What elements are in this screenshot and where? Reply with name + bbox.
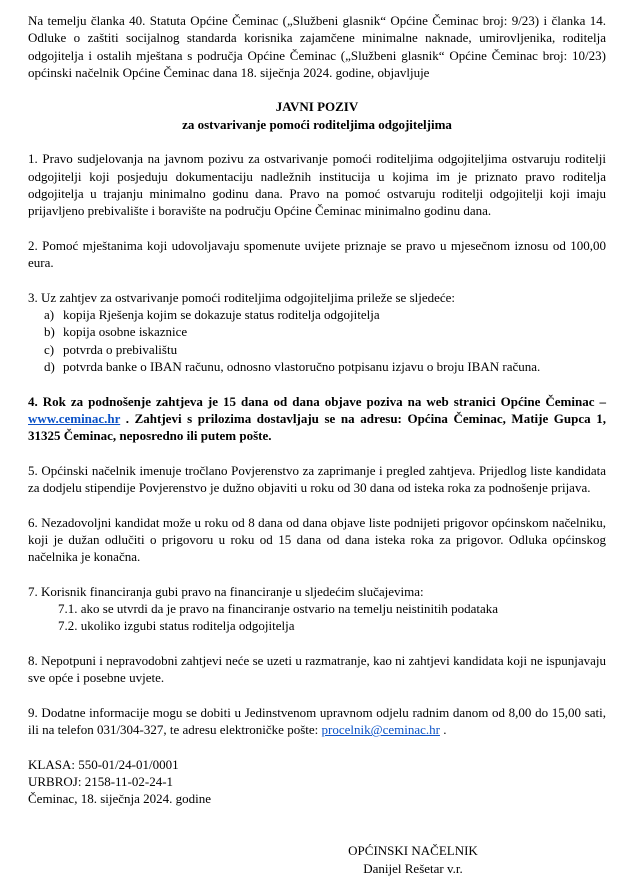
document-title: JAVNI POZIV — [275, 99, 359, 115]
list-item-text: kopija osobne iskaznice — [63, 324, 188, 340]
list-item — [44, 323, 606, 340]
list-item-text: kopija Rješenja kojim se dokazuje status roditelja odgojitelja — [63, 307, 380, 323]
title-block — [28, 98, 606, 133]
paragraph-9-text-before: 9. Dodatne informacije mogu se dobiti u Jedinstvenom upravnom odjelu radnim danom od 8,00 do 15,00 sati, ili na telefon 031/304-327, te adresu elektroničke pošte: — [28, 704, 606, 738]
list-item-marker: b) — [44, 324, 55, 340]
paragraph-5: 5. Općinski načelnik imenuje tročlano Povjerenstvo za zaprimanje i pregled zahtjeva. Prijedlog liste kandidata za dodjelu stipendije Povjerenstvo je dužno objaviti u roku od 30 dana od isteka roka za podnošenje prijava. — [28, 462, 606, 496]
paragraph-7-item-1: 7.1. ako se utvrdi da je pravo na financiranje ostvario na temelju neistinitih podataka — [58, 601, 499, 617]
signature-block — [213, 842, 613, 877]
paragraph-7 — [28, 583, 606, 635]
list-item — [44, 358, 606, 375]
paragraph-7-intro: 7. Korisnik financiranja gubi pravo na financiranje u sljedećim slučajevima: — [28, 583, 424, 599]
document-meta — [28, 756, 606, 808]
urbroj-line: URBROJ: 2158-11-02-24-1 — [28, 774, 174, 790]
list-item-marker: d) — [44, 358, 55, 374]
signature-name: Danijel Rešetar v.r. — [363, 860, 463, 876]
paragraph-9-text-after: . — [439, 722, 447, 738]
paragraph-4 — [28, 393, 606, 445]
paragraph-7-item-2: 7.2. ukoliko izgubi status roditelja odgojitelja — [58, 618, 295, 634]
list-item-text: potvrda o prebivalištu — [63, 341, 178, 357]
email-link[interactable]: procelnik@ceminac.hr — [321, 722, 440, 738]
paragraph-9 — [28, 704, 606, 739]
paragraph-8: 8. Nepotpuni i nepravodobni zahtjevi neće se uzeti u razmatranje, kao ni zahtjevi kandidata koji ne ispunjavaju sve opće i posebne uvjete. — [28, 652, 606, 686]
paragraph-4-text-before: 4. Rok za podnošenje zahtjeva je 15 dana od dana objave poziva na web stranici Općine Čeminac – — [28, 393, 606, 409]
website-link[interactable]: www.ceminac.hr — [28, 410, 121, 426]
list-item-marker: a) — [44, 307, 55, 323]
klasa-line: KLASA: 550-01/24-01/0001 — [28, 756, 179, 772]
paragraph-4-text-after: . Zahtjevi s prilozima dostavljaju se na adresu: Općina Čeminac, Matije Gupca 1, 31325 Čeminac, neposredno ili putem pošte. — [28, 410, 606, 444]
list-item — [44, 341, 606, 358]
paragraph-1: 1. Pravo sudjelovanja na javnom pozivu za ostvarivanje pomoći roditeljima odgojiteljima ostvaruju roditelji odgojitelji koji posjeduju dokumentaciju nadležnih institucija u kojima im je priznato pravo roditelja odgojitelja u trajanju minimalno godinu dana. Pravo na pomoć ostvaruju roditelji odgojitelji koji imaju prijavljeno prebivalište i boravište na području Općine Čeminac minimalno godinu dana. — [28, 151, 606, 219]
document-subtitle: za ostvarivanje pomoći roditeljima odgojiteljima — [182, 116, 452, 132]
list-item-text: potvrda banke o IBAN računu, odnosno vlastoručno potpisanu izjavu o broju IBAN računa. — [63, 358, 541, 374]
intro-paragraph: Na temelju članka 40. Statuta Općine Čeminac („Službeni glasnik“ Općine Čeminac broj: 9/23) i članka 14. Odluke o zaštiti socijalnog standarda korisnika zajamčene minimalne naknade, umirovljenika, roditelja odgojitelja i ostalih mještana s područja Općine Čeminac („Službeni glasnik“ Općine Čeminac broj: 10/23) općinski načelnik Općine Čeminac dana 18. siječnja 2024. godine, objavljuje — [28, 13, 606, 80]
attachment-list — [28, 306, 606, 375]
signature-title: OPĆINSKI NAČELNIK — [348, 843, 478, 859]
list-item-marker: c) — [44, 341, 55, 357]
paragraph-6: 6. Nezadovoljni kandidat može u roku od 8 dana od dana objave liste podnijeti prigovor općinskom načelniku, koji je dužan odlučiti o prigovoru u roku od 15 dana od dana isteka roka za prigovor. Odluka općinskog načelnika je konačna. — [28, 514, 606, 565]
place-date-line: Čeminac, 18. siječnja 2024. godine — [28, 791, 212, 807]
list-item — [44, 306, 606, 323]
paragraph-3 — [28, 289, 606, 375]
paragraph-2: 2. Pomoć mještanima koji udovoljavaju spomenute uvijete priznaje se pravo u mjesečnom iznosu od 100,00 eura. — [28, 237, 606, 271]
paragraph-3-intro: 3. Uz zahtjev za ostvarivanje pomoći roditeljima odgojiteljima prileže se sljedeće: — [28, 289, 456, 305]
